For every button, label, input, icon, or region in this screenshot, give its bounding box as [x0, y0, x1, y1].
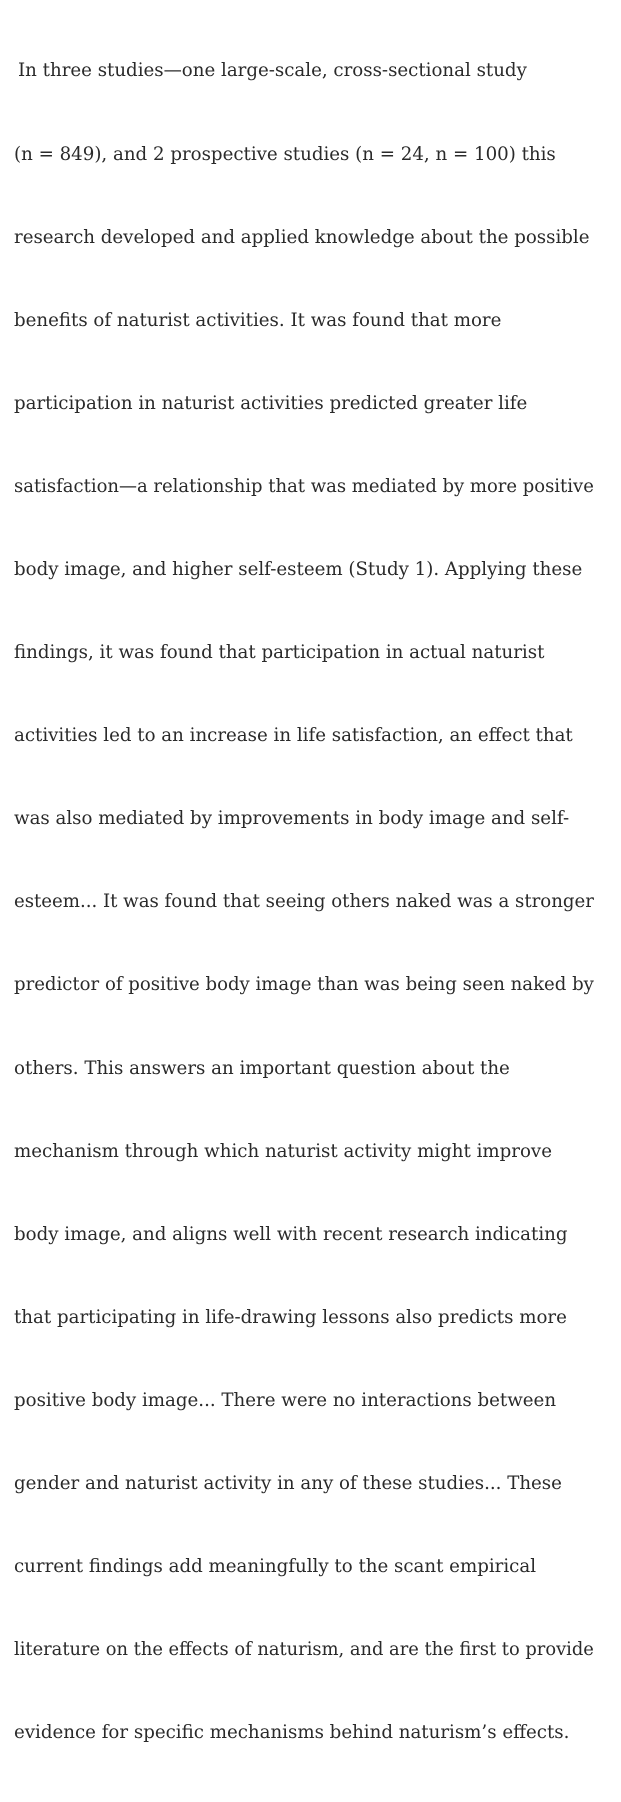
text-line-11: esteem... It was found that seeing others naked was a stronger	[14, 891, 594, 913]
text-line-1: In three studies—one large-scale, cross-sectional study	[18, 60, 527, 82]
text-line-7: body image, and higher self-esteem (Study 1). Applying these	[14, 558, 583, 580]
text-line-21: evidence for specific mechanisms behind naturism’s effects.	[14, 1722, 570, 1744]
text-line-19: current findings add meaningfully to the scant empirical	[14, 1556, 537, 1578]
text-line-9: activities led to an increase in life satisfaction, an effect that	[14, 725, 573, 747]
text-line-6: satisfaction—a relationship that was mediated by more positive	[14, 475, 594, 497]
text-line-4: benefits of naturist activities. It was found that more	[14, 309, 502, 331]
text-line-12: predictor of positive body image than was being seen naked by	[14, 974, 594, 996]
text-line-5: participation in naturist activities predicted greater life	[14, 392, 528, 414]
text-line-16: that participating in life-drawing lessons also predicts more	[14, 1306, 567, 1328]
text-line-17: positive body image... There were no interactions between	[14, 1389, 557, 1411]
text-line-18: gender and naturist activity in any of these studies... These	[14, 1473, 562, 1494]
text-line-20: literature on the effects of naturism, and are the first to provide	[14, 1639, 594, 1661]
text-line-14: mechanism through which naturist activity might improve	[14, 1140, 552, 1162]
abstract-paragraph	[14, 2, 605, 1802]
text-line-13: others. This answers an important question about the	[14, 1057, 510, 1079]
text-line-3: research developed and applied knowledge about the possible	[14, 226, 590, 248]
text-line-2: (n = 849), and 2 prospective studies (n = 24, n = 100) this	[14, 143, 556, 165]
text-line-15: body image, and aligns well with recent research indicating	[14, 1223, 568, 1245]
text-line-8: findings, it was found that participation in actual naturist	[14, 642, 545, 664]
text-line-10: was also mediated by improvements in body image and self-	[14, 808, 570, 830]
